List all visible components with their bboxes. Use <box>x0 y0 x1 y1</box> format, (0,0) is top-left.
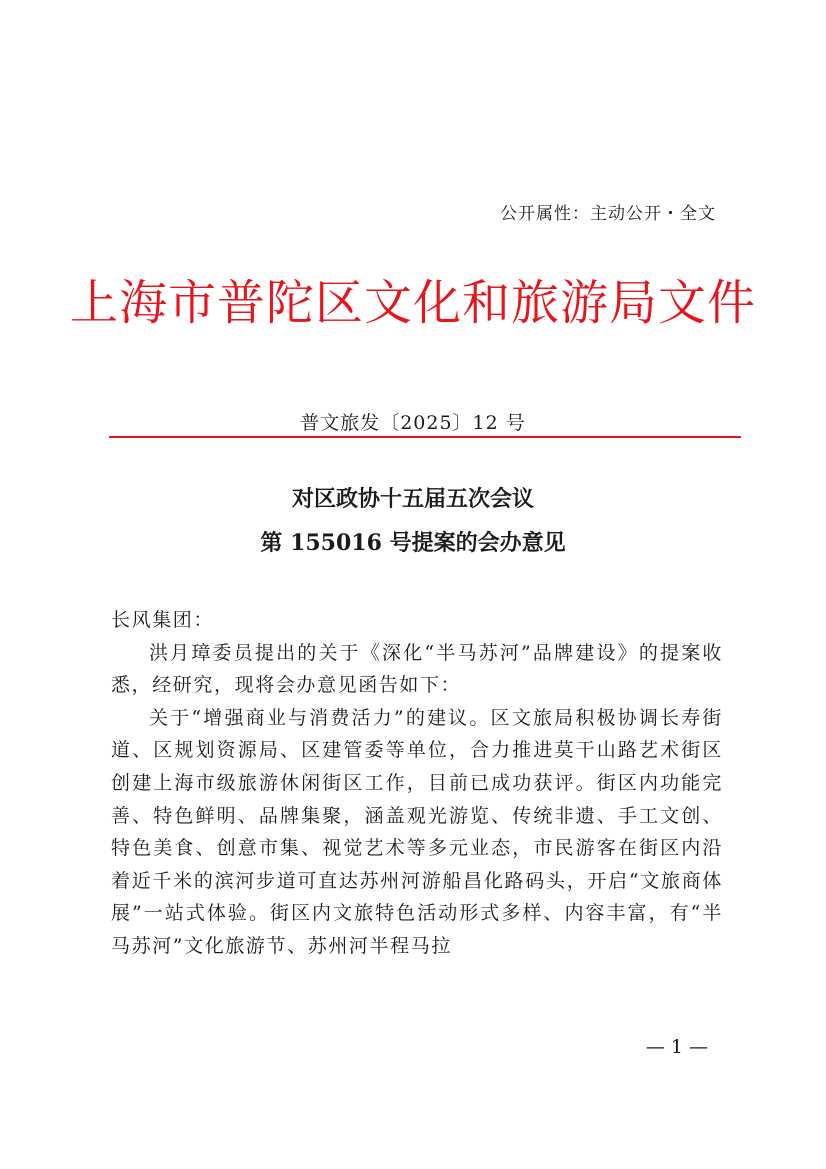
disclosure-attribute: 公开属性：主动公开・全文 <box>500 204 716 224</box>
document-number: 普文旅发〔2025〕12 号 <box>300 412 526 434</box>
addressee: 长风集团： <box>111 609 215 631</box>
document-title-line-1: 对区政协十五届五次会议 <box>291 486 534 512</box>
body-paragraph: 关于“增强商业与消费活力”的建议。区文旅局积极协调长寿街道、区规划资源局、区建管委等单位，合力推进莫干山路艺术街区创建上海市级旅游休闲街区工作，目前已成功获评。街区内功能完善、特色鲜明、品牌集聚，涵盖观光游览、传统非遗、手工文创、特色美食、创意市集、视觉艺术等多元业态，市民游客在街区内沿着近千米的滨河步道可直达苏州河游船昌化路码头，开启“文旅商体展”一站式体验。街区内文旅特色活动形式多样、内容丰富，有“半马苏河”文化旅游节、苏州河半程马拉 <box>111 706 723 957</box>
body-paragraph: 洪月璋委员提出的关于《深化“半马苏河”品牌建设》的提案收悉，经研究，现将会办意见函告如下： <box>111 641 723 697</box>
issuing-authority-title: 上海市普陀区文化和旅游局文件 <box>69 275 756 331</box>
red-divider-line <box>109 436 741 438</box>
page-number: — 1 — <box>645 1036 708 1058</box>
document-title-line-2: 第 155016 号提案的会办意见 <box>260 530 566 556</box>
document-body <box>111 604 723 963</box>
